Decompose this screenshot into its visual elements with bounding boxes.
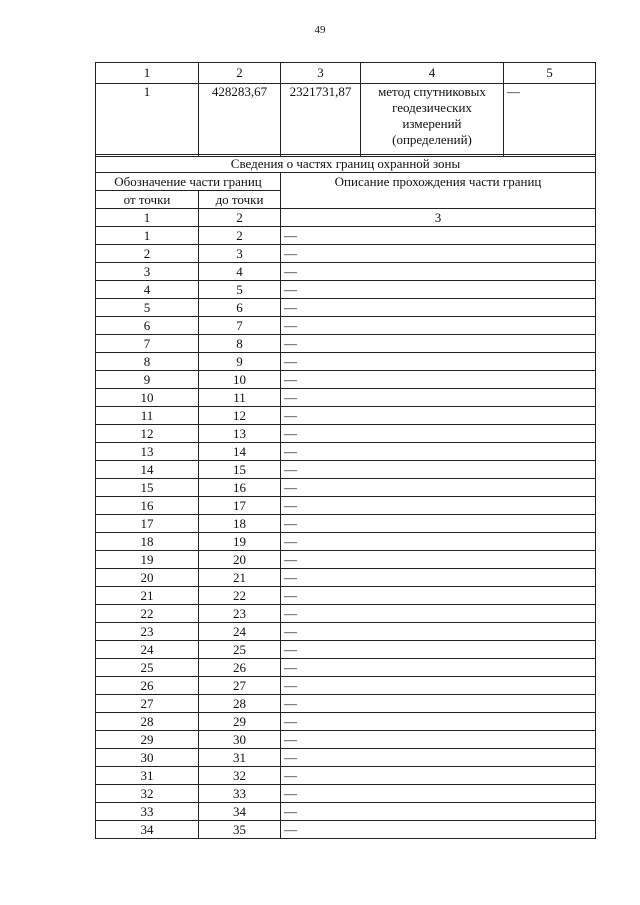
to-point: 9 [199,353,281,371]
point-number: 1 [96,84,199,157]
table-row [96,749,596,767]
method-description: метод спутниковых геодезических измерений (определений) [361,84,504,157]
to-point: 19 [199,533,281,551]
table-row [96,353,596,371]
description: — [281,353,596,371]
description: — [281,695,596,713]
table-row [96,767,596,785]
to-point: 10 [199,371,281,389]
from-point: 6 [96,317,199,335]
from-point: 7 [96,335,199,353]
coordinates-data-row [96,84,596,157]
section-title: Сведения о частях границ охранной зоны [96,155,596,173]
from-point: 4 [96,281,199,299]
description: — [281,659,596,677]
description: — [281,803,596,821]
description: — [281,407,596,425]
from-point: 12 [96,425,199,443]
table-row [96,245,596,263]
table-row [96,569,596,587]
from-point: 17 [96,515,199,533]
to-point: 23 [199,605,281,623]
description: — [281,335,596,353]
description: — [281,281,596,299]
from-point: 14 [96,461,199,479]
from-point: 26 [96,677,199,695]
from-point: 11 [96,407,199,425]
description: — [281,677,596,695]
header-cell: 1 [96,63,199,84]
to-point: 13 [199,425,281,443]
from-point: 21 [96,587,199,605]
table-row [96,551,596,569]
to-point: 7 [199,317,281,335]
table-row [96,821,596,839]
description: — [281,731,596,749]
from-point: 18 [96,533,199,551]
to-point: 22 [199,587,281,605]
from-point: 24 [96,641,199,659]
table-row [96,605,596,623]
description: — [281,551,596,569]
to-point: 30 [199,731,281,749]
from-point: 10 [96,389,199,407]
table-row [96,281,596,299]
from-point: 19 [96,551,199,569]
description: — [281,443,596,461]
coordinates-table [95,62,596,157]
description: — [281,479,596,497]
table-row [96,803,596,821]
table-row [96,731,596,749]
table-row [96,713,596,731]
accuracy-value: — [504,84,596,157]
column-number: 1 [96,209,199,227]
description: — [281,641,596,659]
from-point: 23 [96,623,199,641]
to-point: 11 [199,389,281,407]
to-point: 31 [199,749,281,767]
description: — [281,497,596,515]
to-point: 20 [199,551,281,569]
table-row [96,227,596,245]
column-number: 3 [281,209,596,227]
to-point: 14 [199,443,281,461]
to-point: 6 [199,299,281,317]
from-point: 28 [96,713,199,731]
to-point: 28 [199,695,281,713]
description: — [281,299,596,317]
page-number: 49 [314,24,326,36]
from-point: 29 [96,731,199,749]
from-point: 20 [96,569,199,587]
table-row [96,263,596,281]
table-row [96,443,596,461]
from-point: 1 [96,227,199,245]
from-point: 15 [96,479,199,497]
to-point: 5 [199,281,281,299]
description: — [281,569,596,587]
description: — [281,533,596,551]
from-point: 32 [96,785,199,803]
header-cell: 4 [361,63,504,84]
from-point-header: от точки [96,191,199,209]
to-point: 33 [199,785,281,803]
from-point: 13 [96,443,199,461]
to-point: 35 [199,821,281,839]
description-header: Описание прохождения части границ [281,173,596,209]
boundary-parts-table [95,154,596,839]
from-point: 9 [96,371,199,389]
description: — [281,317,596,335]
from-point: 31 [96,767,199,785]
to-point: 12 [199,407,281,425]
from-point: 33 [96,803,199,821]
description: — [281,785,596,803]
to-point: 3 [199,245,281,263]
table-row [96,479,596,497]
to-point: 24 [199,623,281,641]
table-row [96,299,596,317]
table-row [96,533,596,551]
to-point: 34 [199,803,281,821]
description: — [281,461,596,479]
to-point: 8 [199,335,281,353]
coordinate-x: 428283,67 [199,84,281,157]
coordinates-header-row [96,63,596,84]
table-row [96,497,596,515]
from-point: 22 [96,605,199,623]
description: — [281,749,596,767]
table-row [96,677,596,695]
to-point: 15 [199,461,281,479]
description: — [281,371,596,389]
to-point: 32 [199,767,281,785]
description: — [281,227,596,245]
header-cell: 5 [504,63,596,84]
from-point: 25 [96,659,199,677]
from-point: 16 [96,497,199,515]
designation-header: Обозначение части границ [96,173,281,191]
table-row [96,407,596,425]
table-row [96,587,596,605]
table-row [96,623,596,641]
table-row [96,317,596,335]
description: — [281,605,596,623]
coordinate-y: 2321731,87 [281,84,361,157]
table-row [96,785,596,803]
to-point: 26 [199,659,281,677]
from-point: 3 [96,263,199,281]
table-row [96,695,596,713]
to-point: 18 [199,515,281,533]
to-point: 21 [199,569,281,587]
header-cell: 3 [281,63,361,84]
description: — [281,623,596,641]
header-cell: 2 [199,63,281,84]
from-point: 5 [96,299,199,317]
from-point: 8 [96,353,199,371]
boundary-rows [96,227,596,839]
to-point-header: до точки [199,191,281,209]
from-point: 30 [96,749,199,767]
from-point: 34 [96,821,199,839]
to-point: 29 [199,713,281,731]
description: — [281,821,596,839]
description: — [281,587,596,605]
to-point: 17 [199,497,281,515]
description: — [281,767,596,785]
table-row [96,389,596,407]
description: — [281,515,596,533]
to-point: 16 [199,479,281,497]
description: — [281,425,596,443]
description: — [281,713,596,731]
table-row [96,425,596,443]
table-row [96,461,596,479]
table-row [96,641,596,659]
description: — [281,263,596,281]
table-row [96,515,596,533]
table-row [96,371,596,389]
description: — [281,389,596,407]
to-point: 27 [199,677,281,695]
to-point: 2 [199,227,281,245]
column-number: 2 [199,209,281,227]
from-point: 27 [96,695,199,713]
table-row [96,659,596,677]
to-point: 25 [199,641,281,659]
description: — [281,245,596,263]
to-point: 4 [199,263,281,281]
table-row [96,335,596,353]
from-point: 2 [96,245,199,263]
